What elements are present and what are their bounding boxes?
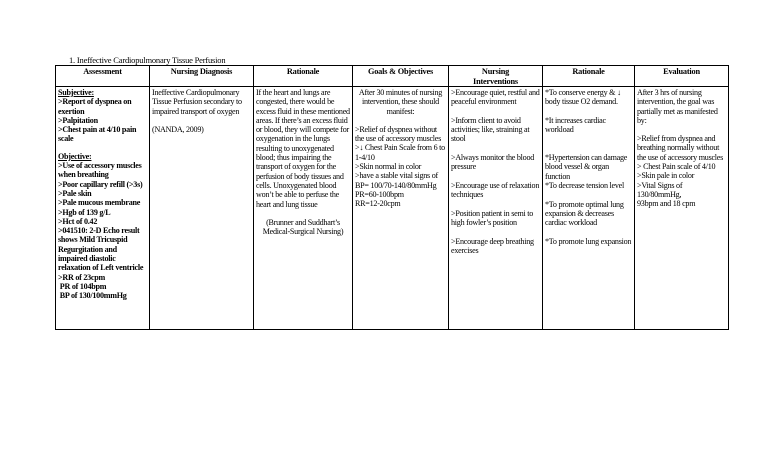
interventions-cell — [449, 87, 543, 330]
header-nursing-diagnosis: Nursing Diagnosis — [150, 66, 254, 87]
header-goals-objectives: Goals & Objectives — [353, 66, 449, 87]
subjective-data: >Report of dyspnea on exertion >Palpitation >Chest pain at 4/10 pain scale — [58, 97, 137, 144]
rationale-text: If the heart and lungs are congested, there would be excess fluid in these mentioned areas. If there’s an excess fluid or blood, they will compete for oxygenation in the lungs resulting to unoxygenated blood; thus impairing the transport of oxygen for the perfusion of body tissues and cells. Unoxygenated blood won’t be able to perfuse the heart and lung tissue — [256, 88, 350, 209]
objective-data: >Use of accessory muscles when breathing >Poor capillary refill (>3s) >Pale skin >Pale mucous membrane >Hgb of 139 g/L >Hct of 0.42 >041510: 2-D Echo result shows Mild Tricuspid Regurgitation and impaired diastolic relaxation of Left ventricle >RR of 23cpm PR of 104bpm BP of 130/100mmHg — [58, 161, 144, 301]
header-assessment: Assessment — [56, 66, 150, 87]
diagnosis-citation: (NANDA, 2009) — [152, 124, 204, 134]
objective-label: Objective: — [58, 151, 92, 161]
rationale-2-list: *To conserve energy & ↓ body tissue O2 demand. *It increases cardiac workload *Hypertension can damage blood vessel & organ function *To decrease tension level *To promote optimal lung expansion & decreases cardiac workload *To promote lung expansion — [545, 88, 632, 246]
subjective-label: Subjective: — [58, 88, 94, 97]
evaluation-list: >Relief from dyspnea and breathing normally without the use of accessory muscles > Chest Pain scale of 4/10 >Skin pale in color >Vital Signs of 130/80mmHg, 93bpm and 18 cpm — [637, 134, 724, 209]
assessment-cell — [56, 87, 150, 330]
interventions-list: >Encourage quiet, restful and peaceful environment >Inform client to avoid activities; like, straining at stool >Always monitor the blood pressure >Encourage use of relaxation techniques >Position patient in semi to high fowler’s position >Encourage deep breathing exercises — [451, 88, 540, 256]
header-rationale-2: Rationale — [543, 66, 635, 87]
goals-intro: After 30 minutes of nursing intervention, these should manifest: — [358, 88, 443, 116]
header-rationale: Rationale — [254, 66, 353, 87]
goals-cell — [353, 87, 449, 330]
evaluation-intro: After 3 hrs of nursing intervention, the goal was partially met as manifested by: — [637, 88, 718, 125]
header-row — [56, 66, 729, 87]
nursing-care-plan-table — [55, 65, 729, 330]
diagnosis-text: Ineffective Cardiopulmonary Tissue Perfusion secondary to impaired transport of oxygen — [152, 88, 242, 116]
table-row — [56, 87, 729, 330]
header-nursing-interventions: Nursing Interventions — [449, 66, 543, 87]
header-evaluation: Evaluation — [635, 66, 729, 87]
section-title: 1. Ineffective Cardiopulmonary Tissue Perfusion — [69, 55, 226, 65]
rationale-citation: (Brunner and Suddhart’s Medical-Surgical Nursing) — [262, 217, 344, 237]
rationale-cell — [254, 87, 353, 330]
diagnosis-cell — [150, 87, 254, 330]
goals-list: >Relief of dyspnea without the use of accessory muscles >↓ Chest Pain Scale from 6 to 1-4/10 >Skin normal in color >have a stable vital signs of BP= 100/70-140/80mmHg PR=60-100bpm RR=12-20cpm — [355, 124, 445, 209]
rationale-2-cell — [543, 87, 635, 330]
evaluation-cell — [635, 87, 729, 330]
